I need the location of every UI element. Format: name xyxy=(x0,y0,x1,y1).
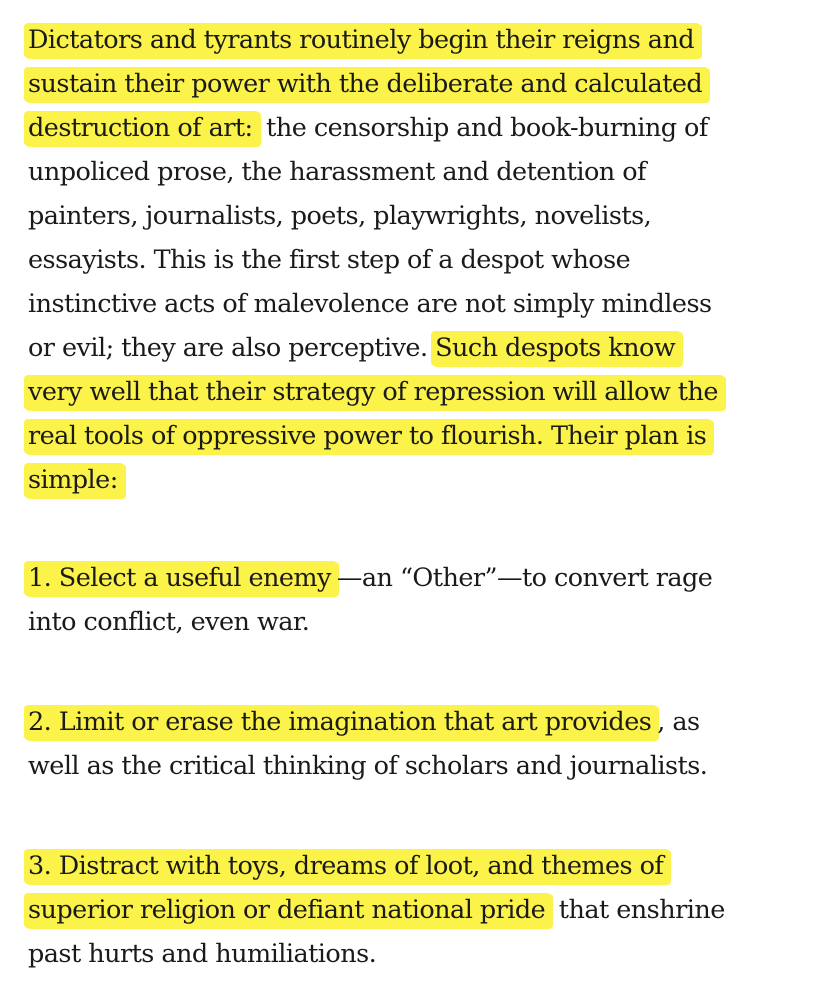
highlighted-text: superior religion or defiant national pride xyxy=(24,893,551,928)
body-text: or evil; they are also perceptive. xyxy=(28,333,428,363)
list-item-1 xyxy=(28,556,828,644)
highlighted-text: 1. Select a useful enemy xyxy=(24,561,337,596)
body-text: that enshrine xyxy=(551,895,725,925)
highlighted-text: sustain their power with the deliberate and calculated xyxy=(24,67,708,102)
text-line xyxy=(28,844,828,888)
highlighted-text: 3. Distract with toys, dreams of loot, and themes of xyxy=(24,849,669,884)
text-line: painters, journalists, poets, playwrights, novelists, xyxy=(28,201,652,231)
text-line: essayists. This is the first step of a despot whose xyxy=(28,245,631,275)
highlighted-text: destruction of art: xyxy=(24,111,259,146)
text-line xyxy=(28,556,828,600)
text-line: past hurts and humiliations. xyxy=(28,939,377,969)
body-text: , as xyxy=(657,707,700,737)
text-line xyxy=(28,370,828,414)
highlighted-text: Dictators and tyrants routinely begin their reigns and xyxy=(24,23,700,58)
text-line xyxy=(28,326,828,370)
body-text: the censorship and book-burning of xyxy=(258,113,708,143)
text-line xyxy=(28,106,828,150)
body-text: —an “Other”—to convert rage xyxy=(336,563,713,593)
highlighted-text: very well that their strategy of repression will allow the xyxy=(24,375,724,410)
text-line xyxy=(28,888,828,932)
text-line xyxy=(28,458,828,502)
list-item-2 xyxy=(28,700,828,788)
intro-paragraph xyxy=(28,18,828,502)
highlighted-text: 2. Limit or erase the imagination that art provides xyxy=(24,705,657,740)
text-line: unpoliced prose, the harassment and detention of xyxy=(28,157,646,187)
text-line xyxy=(28,700,828,744)
text-line xyxy=(28,18,828,62)
highlighted-text: real tools of oppressive power to flourish. Their plan is xyxy=(24,419,712,454)
highlighted-text: simple: xyxy=(24,463,124,498)
list-item-3 xyxy=(28,844,828,976)
text-line xyxy=(28,414,828,458)
highlighted-text: Such despots know xyxy=(431,331,681,366)
text-line: well as the critical thinking of scholars and journalists. xyxy=(28,751,708,781)
text-line: instinctive acts of malevolence are not simply mindless xyxy=(28,289,712,319)
text-line: into conflict, even war. xyxy=(28,607,310,637)
text-line xyxy=(28,62,828,106)
